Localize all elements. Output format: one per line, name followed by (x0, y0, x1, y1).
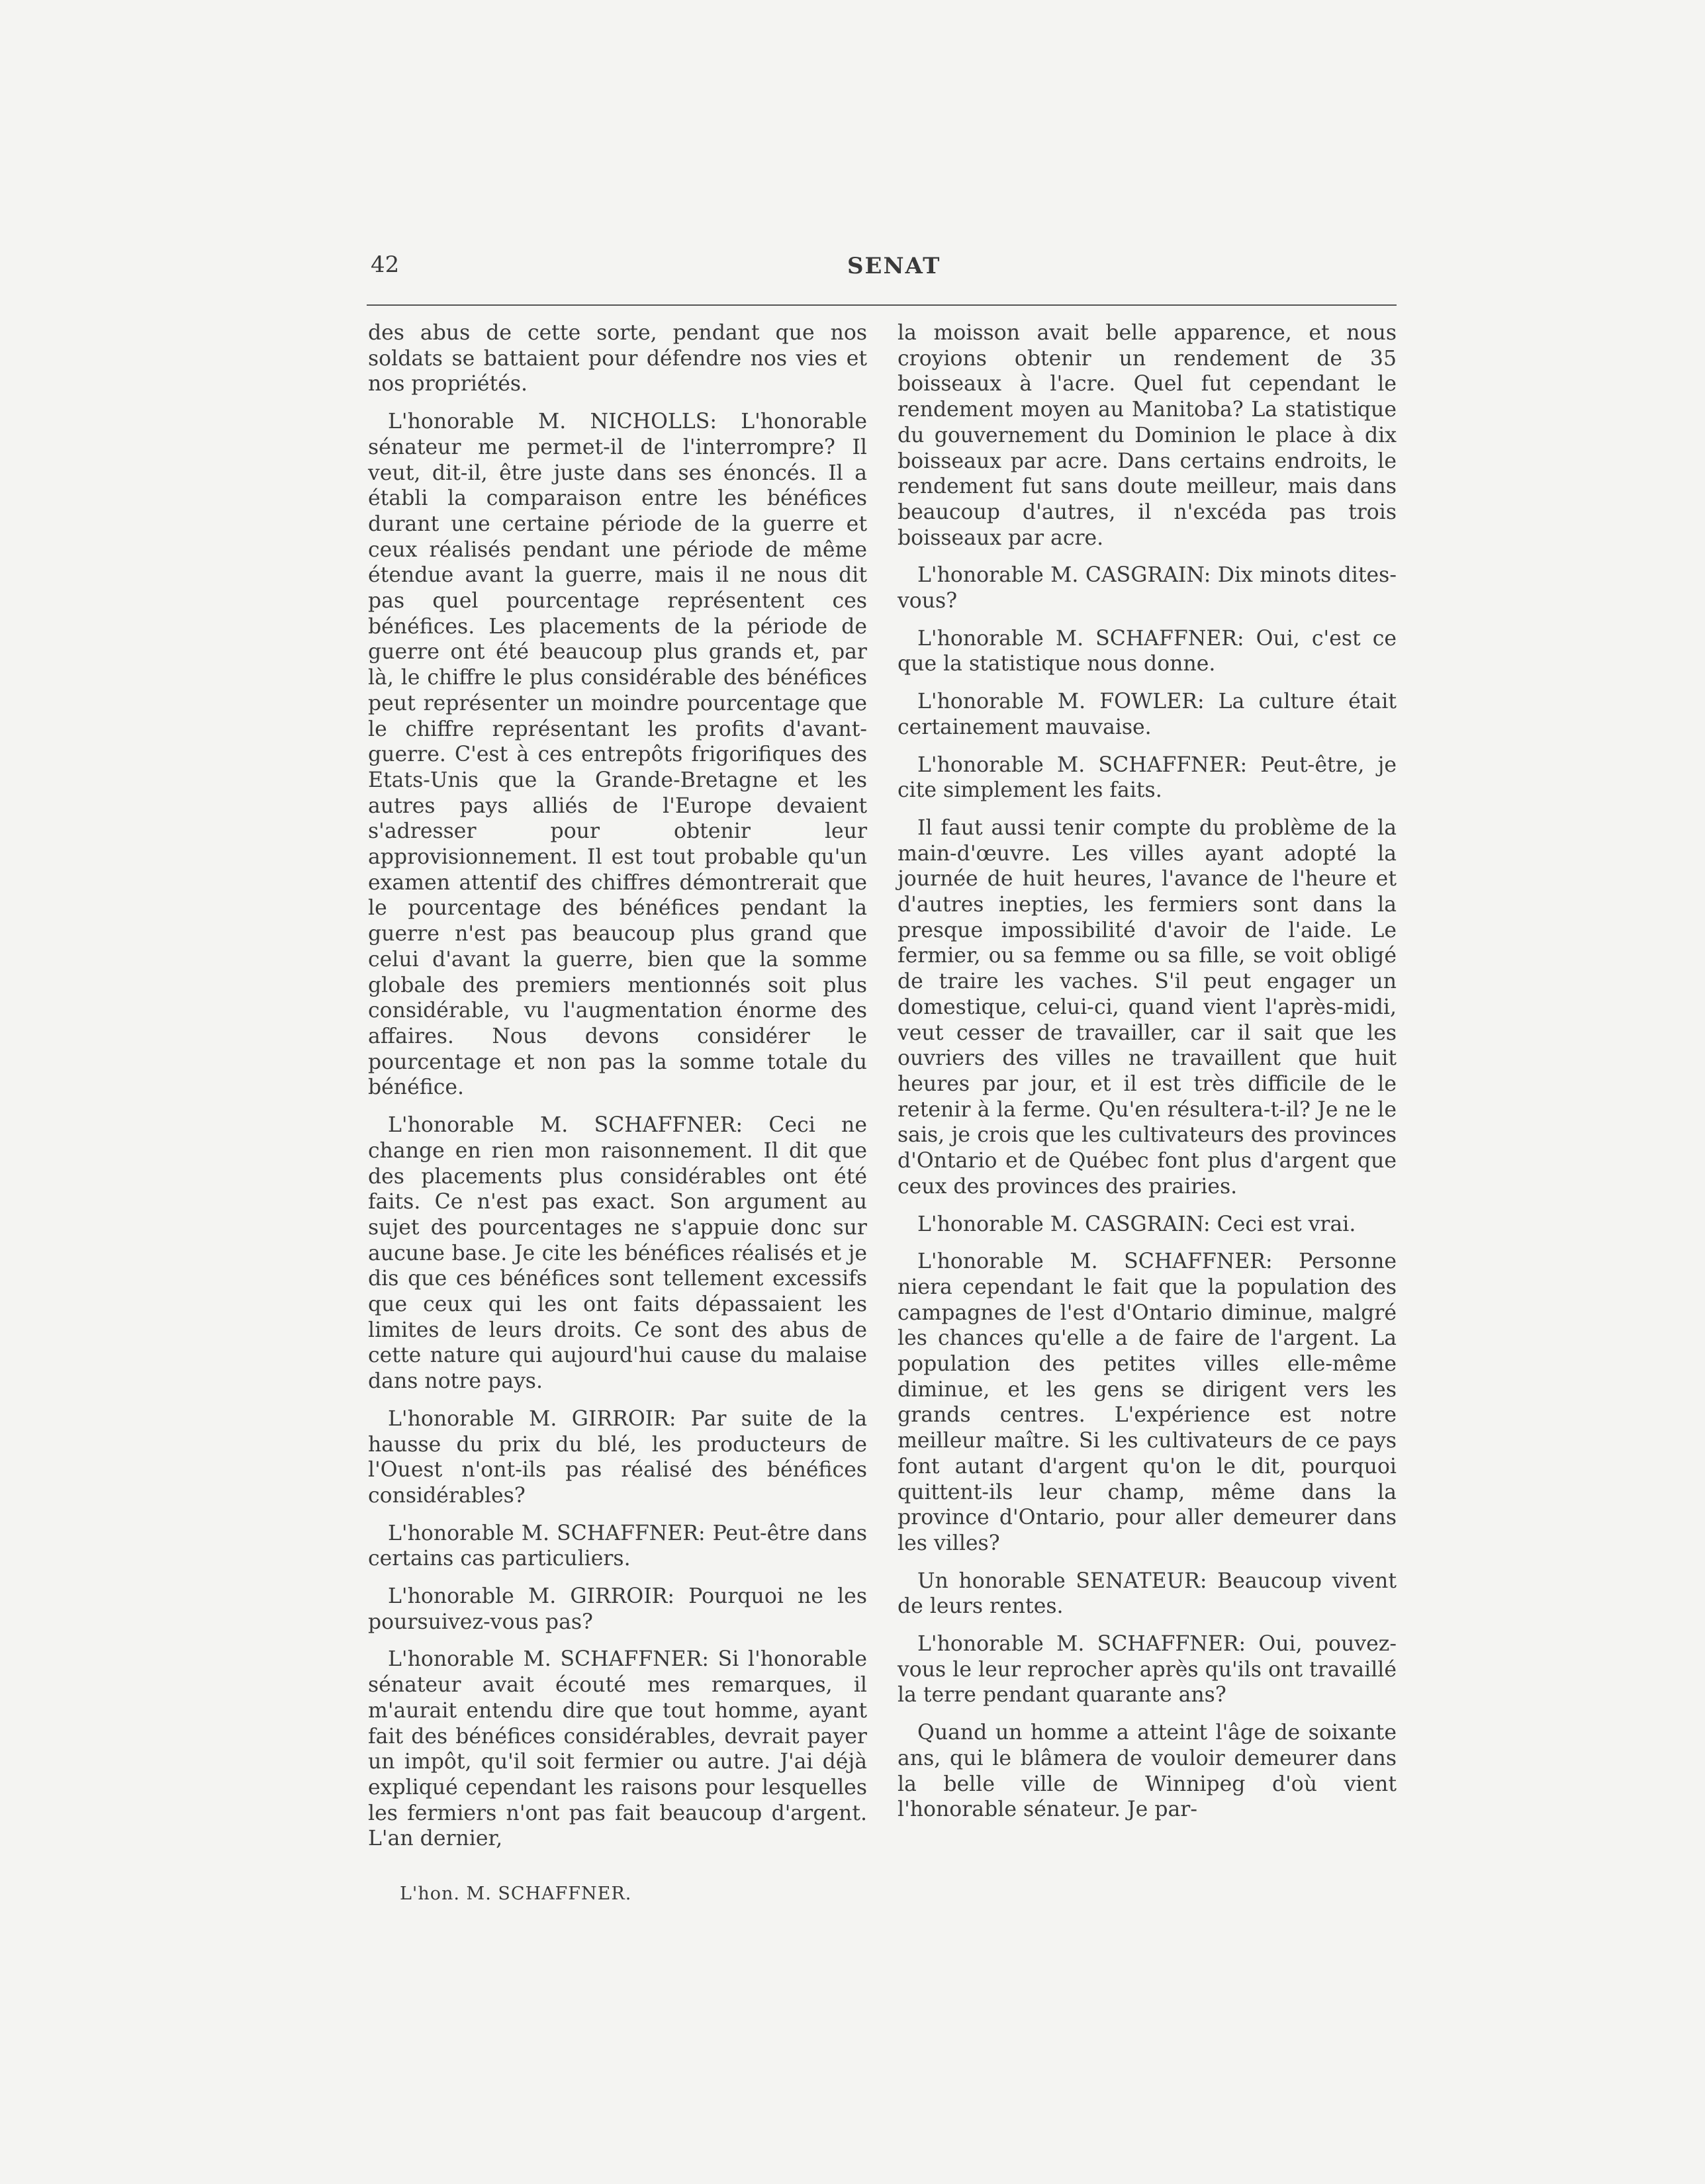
paragraph: L'honorable M. SCHAFFNER: Peut-être, je cite simplement les faits. (898, 752, 1397, 803)
page-header-title: SENAT (847, 253, 941, 279)
paragraph: L'honorable M. GIRROIR: Par suite de la hausse du prix du blé, les producteurs de l'Ouest n'ont-ils pas réalisé des bénéfices considérables? (368, 1406, 867, 1508)
left-column (368, 320, 867, 1864)
paragraph: Quand un homme a atteint l'âge de soixante ans, qui le blâmera de vouloir demeurer dans la belle ville de Winnipeg d'où vient l'honorable sénateur. Je par- (898, 1721, 1397, 1822)
page-number: 42 (371, 251, 400, 278)
paragraph: L'honorable M. GIRROIR: Pourquoi ne les poursuivez-vous pas? (368, 1584, 867, 1634)
paragraph: L'honorable M. CASGRAIN: Ceci est vrai. (917, 1212, 1356, 1236)
paragraph: L'honorable M. FOWLER: La culture était certainement mauvaise. (898, 690, 1397, 739)
paragraph: L'honorable M. NICHOLLS: L'honorable sénateur me permet-il de l'interrompre? Il veut, dit-il, être juste dans ses énoncés. Il a établi la comparaison entre les bénéfices durant une certaine période de la guerre et ceux réalisés pendant une période de même étendue avant la guerre, mais il ne nous dit pas quel pourcentage représentent ces bénéfices. Les placements de la période de guerre ont été beaucoup plus grands et, par là, le chiffre le plus considérable des bénéfices peut représenter un moindre pourcentage que le chiffre représentant les profits d'avant-guerre. C'est à ces entrepôts frigorifiques des Etats-Unis que la Grande-Bretagne et les autres pays alliés de l'Europe devaient s'adresser pour obtenir leur approvisionnement. Il est tout probable qu'un examen attentif des chiffres démontrerait que le pourcentage des bénéfices pendant la guerre n'est pas beaucoup plus grand que celui d'avant la guerre, bien que la somme globale des premiers mentionnés soit plus considérable, vu l'augmentation énorme des affaires. Nous devons considérer le pourcentage et non pas la somme totale du bénéfice. (368, 410, 867, 1100)
header-rule (367, 304, 1397, 306)
footer-speaker-note: L'hon. M. SCHAFFNER. (400, 1884, 632, 1904)
paragraph: Il faut aussi tenir compte du problème de la main-d'œuvre. Les villes ayant adopté la journée de huit heures, l'avance de l'heure et d'autres inepties, les fermiers sont dans la presque impossibilité d'avoir de l'aide. Le fermier, ou sa femme ou sa fille, se voit obligé de traire les vaches. S'il peut engager un domestique, celui-ci, quand vient l'après-midi, veut cesser de travailler, car il sait que les ouvriers des villes ne travaillent que huit heures par jour, et il est très difficile de le retenir à la ferme. Qu'en résultera-t-il? Je ne le sais, je crois que les cultivateurs des provinces d'Ontario et de Québec font plus d'argent que ceux des provinces des prairies. (898, 815, 1397, 1199)
right-column (898, 320, 1397, 1835)
paragraph: des abus de cette sorte, pendant que nos soldats se battaient pour défendre nos vies et nos propriétés. (368, 321, 867, 396)
paragraph: L'honorable M. SCHAFFNER: Oui, c'est ce que la statistique nous donne. (898, 626, 1397, 676)
paragraph: L'honorable M. SCHAFFNER: Personne niera cependant le fait que la population des campagnes de l'est d'Ontario diminue, malgré les chances qu'elle a de faire de l'argent. La population des petites villes elle-même diminue, et les gens se dirigent vers les grands centres. L'expérience est notre meilleur maître. Si les cultivateurs de ce pays font autant d'argent qu'on le dit, pourquoi quittent-ils leur champ, même dans la province d'Ontario, pour aller demeurer dans les villes? (898, 1250, 1397, 1555)
paragraph: Un honorable SENATEUR: Beaucoup vivent de leurs rentes. (898, 1569, 1397, 1619)
paragraph: la moisson avait belle apparence, et nous croyions obtenir un rendement de 35 boisseaux à l'acre. Quel fut cependant le rendement moyen au Manitoba? La statistique du gouvernement du Dominion le place à dix boisseaux par acre. Dans certains endroits, le rendement fut sans doute meilleur, mais dans beaucoup d'autres, il n'excéda pas trois boisseaux par acre. (898, 321, 1397, 550)
paragraph: L'honorable M. SCHAFFNER: Ceci ne change en rien mon raisonnement. Il dit que des placements plus considérables ont été faits. Ce n'est pas exact. Son argument au sujet des pourcentages ne s'appuie donc sur aucune base. Je cite les bénéfices réalisés et je dis que ces bénéfices sont tellement excessifs que ceux qui les ont faits dépassaient les limites de leurs droits. Ce sont des abus de cette nature qui aujourd'hui cause du malaise dans notre pays. (368, 1113, 867, 1394)
paragraph: L'honorable M. SCHAFFNER: Oui, pouvez-vous le leur reprocher après qu'ils ont travaillé la terre pendant quarante ans? (898, 1632, 1397, 1707)
paragraph: L'honorable M. SCHAFFNER: Si l'honorable sénateur avait écouté mes remarques, il m'aurait entendu dire que tout homme, ayant fait des bénéfices considérables, devrait payer un impôt, qu'il soit fermier ou autre. J'ai déjà expliqué cependant les raisons pour lesquelles les fermiers n'ont pas fait beaucoup d'argent. L'an dernier, (368, 1647, 867, 1851)
paragraph: L'honorable M. SCHAFFNER: Peut-être dans certains cas particuliers. (368, 1521, 867, 1571)
paragraph: L'honorable M. CASGRAIN: Dix minots dites-vous? (898, 563, 1397, 614)
